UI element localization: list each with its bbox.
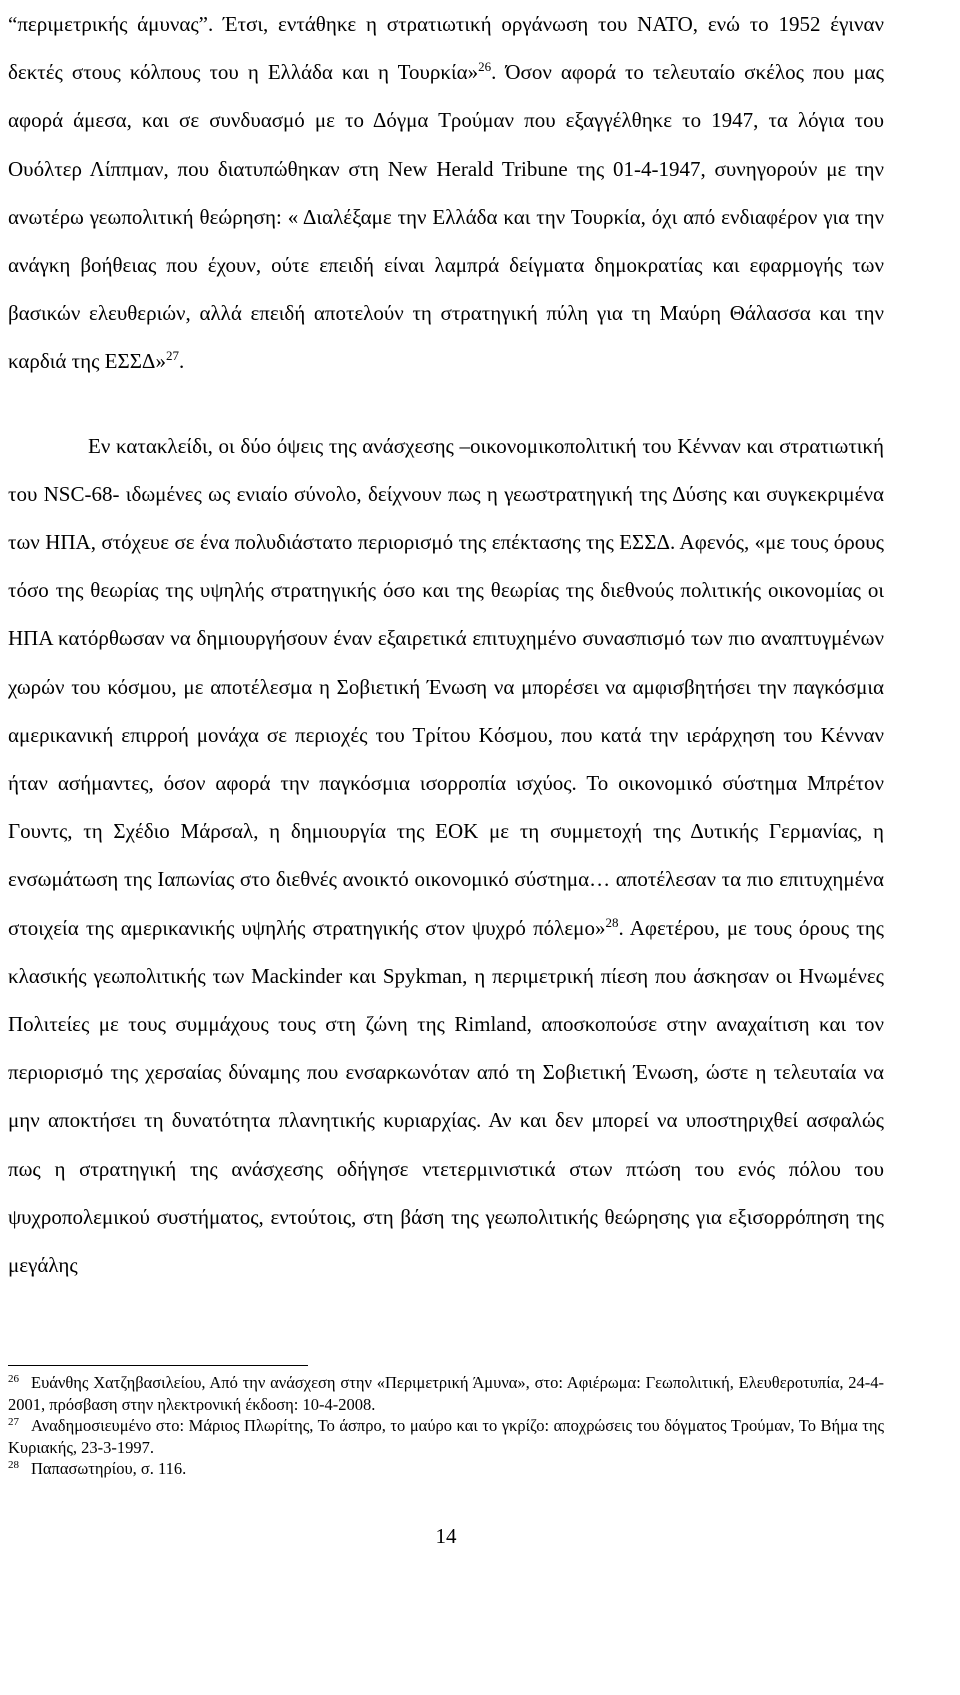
paragraph-1-continuation: . Όσον αφορά το τελευταίο σκέλος που μας αφορά άμεσα, και σε συνδυασμό με το Δόγμα Τρούμαν που εξαγγέλθηκε το 1947, τα λόγια του Ουόλτερ Λίππμαν, που διατυπώθηκαν στη New Herald Tribune της 01-4-1947, συνηγορούν με την ανωτέρω γεωπολιτική θεώρηση: « Διαλέξαμε την Ελλάδα και την Τουρκία, όχι από ενδιαφέρον για την ανάγκη βοήθειας που έχουν, ούτε επειδή είναι λαμπρά δείγματα δημοκρατίας και εφαρμογής των βασικών ελευθεριών, αλλά επειδή αποτελούν τη στρατηγική πύλη για τη Μαύρη Θάλασσα και την καρδιά της ΕΣΣΔ» [8, 60, 884, 374]
document-page [8, 0, 884, 1289]
body-text [8, 0, 884, 1289]
footnote-ref-26[interactable]: 26 [478, 59, 492, 75]
paragraph-2-text: Εν κατακλείδι, οι δύο όψεις της ανάσχεσης –οικονομικοπολιτική του Κένναν και στρατιωτική του NSC-68- ιδωμένες ως ενιαίο σύνολο, δείχνουν πως η γεωστρατηγική της Δύσης και συγκεκριμένα των ΗΠΑ, στόχευε σε ένα πολυδιάστατο περιορισμό της επέκτασης της ΕΣΣΔ. Αφενός, «με τους όρους τόσο της θεωρίας της υψηλής στρατηγικής όσο και της θεωρίας της διεθνούς πολιτικής οικονομίας οι ΗΠΑ κατόρθωσαν να δημιουργήσουν έναν εξαιρετικά επιτυχημένο συνασπισμό των πιο αναπτυγμένων χωρών του κόσμου, με αποτέλεσμα η Σοβιετική Ένωση να μπορέσει να αμφισβητήσει την παγκόσμια αμερικανική επιρροή μονάχα σε περιοχές του Τρίτου Κόσμου, που κατά την ιεράρχηση του Κένναν ήταν ασήμαντες, όσον αφορά την παγκόσμια ισορροπία ισχύος. Το οικονομικό σύστημα Μπρέτον Γουντς, τη Σχέδιο Μάρσαλ, η δημιουργία της ΕΟΚ με τη συμμετοχή της Δυτικής Γερμανίας, η ενσωμάτωση της Ιαπωνίας στο διεθνές ανοικτό οικονομικό σύστημα… αποτέλεσαν τα πιο επιτυχημένα στοιχεία της αμερικανικής υψηλής στρατηγικής στον ψυχρό πόλεμο» [8, 433, 884, 940]
footnote-ref-28[interactable]: 28 [605, 914, 619, 930]
paragraph-1-text: “περιμετρικής άμυνας”. Έτσι, εντάθηκε η στρατιωτική οργάνωση του ΝΑΤΟ, ενώ το 1952 έγιναν δεκτές στους κόλπους του η Ελλάδα και η Τουρκία» [8, 12, 884, 85]
footnote-text: Ευάνθης Χατζηβασιλείου, Από την ανάσχεση στην «Περιμετρική Άμυνα», στο: Αφιέρωμα: Γεωπολιτική, Ελευθεροτυπία, 24-4-2001, πρόσβαση στην ηλεκτρονική έκδοση: 10-4-2008. [8, 1373, 884, 1414]
page-number: 14 [435, 1524, 457, 1548]
footnote-27 [8, 1415, 884, 1458]
footnote-text: Παπασωτηρίου, σ. 116. [31, 1459, 187, 1478]
footnote-number: 27 [8, 1415, 19, 1428]
footnote-number: 26 [8, 1372, 19, 1385]
footnote-26 [8, 1372, 884, 1415]
footnote-ref-27[interactable]: 27 [165, 348, 179, 364]
footnote-28 [8, 1458, 884, 1480]
paragraph-1-end: . [178, 349, 185, 374]
footnotes [8, 1372, 884, 1480]
footnote-text: Αναδημοσιευμένο στο: Μάριος Πλωρίτης, Το άσπρο, το μαύρο και το γκρίζο: αποχρώσεις του δόγματος Τρούμαν, Το Βήμα της Κυριακής, 23-3-1997. [8, 1416, 884, 1457]
paragraph-2 [8, 422, 884, 1290]
footnote-divider [8, 1365, 308, 1366]
paragraph-1 [8, 0, 884, 386]
footnote-number: 28 [8, 1458, 19, 1471]
paragraph-2-continuation: . Αφετέρου, με τους όρους της κλασικής γεωπολιτικής των Mackinder και Spykman, η περιμετρική πίεση που άσκησαν οι Ηνωμένες Πολιτείες με τους συμμάχους τους στη ζώνη της Rimland, αποσκοπούσε στην αναχαίτιση και τον περιορισμό της χερσαίας δύναμης που ενσαρκωνόταν από τη Σοβιετική Ένωση, ώστε η τελευταία να μην αποκτήσει τη δυνατότητα πλανητικής κυριαρχίας. Αν και δεν μπορεί να υποστηριχθεί ασφαλώς πως η στρατηγική της ανάσχεσης οδήγησε ντετερμινιστικά στων πτώση του ενός πόλου του ψυχροπολεμικού συστήματος, εντούτοις, στη βάση της γεωπολιτικής θεώρησης για εξισορρόπηση της μεγάλης [8, 915, 884, 1278]
